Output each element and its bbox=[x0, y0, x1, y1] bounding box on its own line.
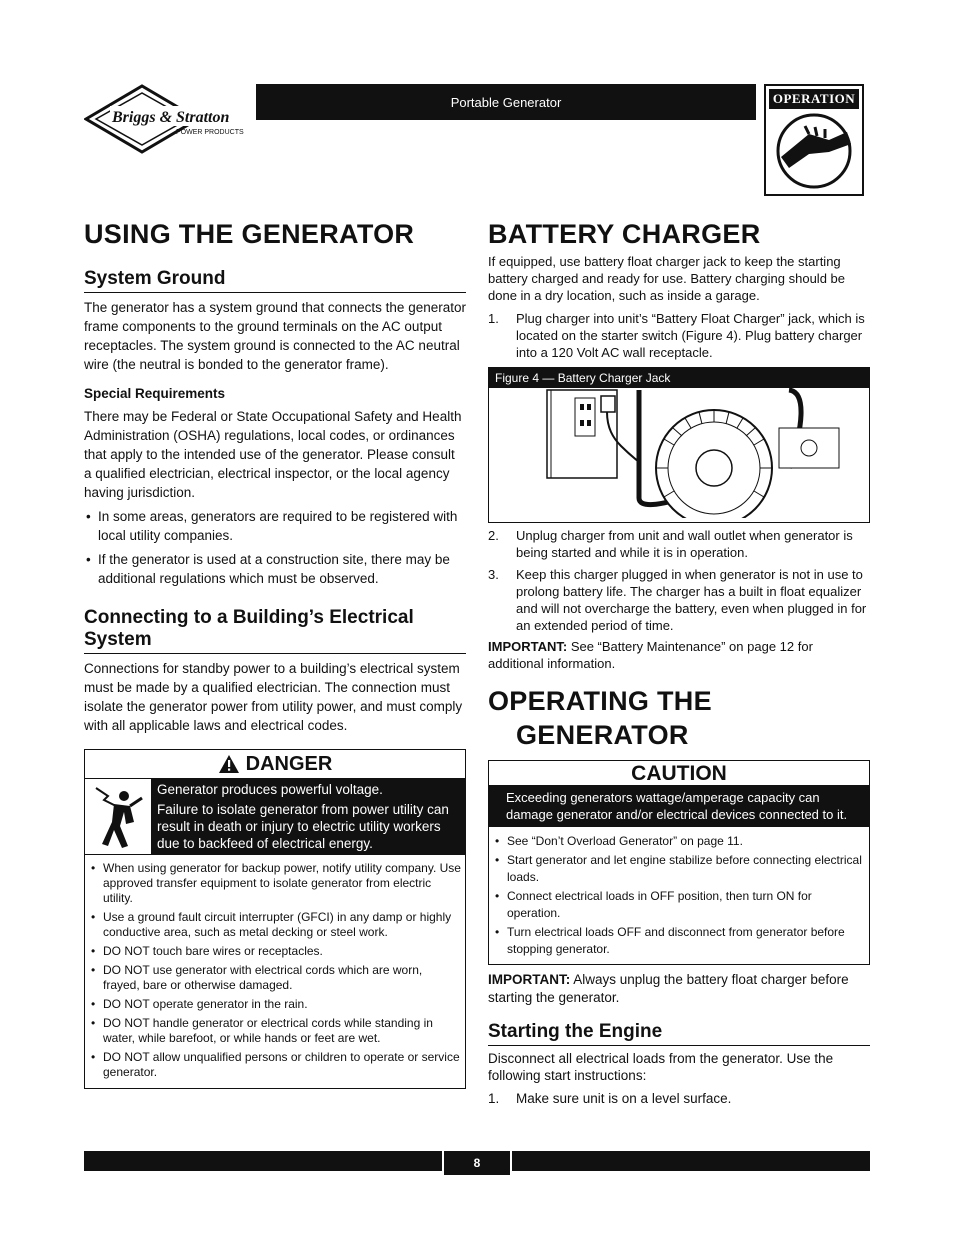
operation-badge-label: OPERATION bbox=[769, 89, 859, 109]
danger-label: DANGER bbox=[245, 752, 333, 775]
operating-important-note bbox=[488, 971, 870, 1007]
operating-generator-title bbox=[488, 684, 870, 752]
step-number: 3. bbox=[488, 567, 499, 582]
list-item: • If the generator is used at a construction site, there may be additional regulations which must be observed. bbox=[84, 550, 466, 588]
step-text: Keep this charger plugged in when generator is not in use to prolong battery life. The charger has a built in float equalizer and will not overcharge the battery, even when plugged in for an extended period of time. bbox=[516, 567, 867, 633]
danger-body bbox=[85, 778, 465, 854]
logo-brand-text: Briggs & Stratton bbox=[112, 109, 230, 126]
list-item bbox=[488, 527, 870, 561]
caution-label: CAUTION bbox=[631, 761, 727, 785]
list-item: • DO NOT use generator with electrical cords which are worn, frayed, bare or otherwise damaged. bbox=[89, 963, 461, 993]
list-item: • DO NOT touch bare wires or receptacles. bbox=[89, 944, 461, 959]
operation-hand-icon bbox=[769, 112, 859, 190]
list-item: • DO NOT allow unqualified persons or children to operate or service generator. bbox=[89, 1050, 461, 1080]
list-item: • In some areas, generators are required to be registered with local utility companies. bbox=[84, 507, 466, 545]
caution-box bbox=[488, 760, 870, 965]
doc-title: Portable Generator bbox=[450, 94, 562, 110]
starting-steps bbox=[488, 1090, 870, 1107]
battery-steps-a bbox=[488, 310, 870, 361]
operation-badge bbox=[764, 84, 864, 196]
danger-line-1: Generator produces powerful voltage. bbox=[157, 782, 383, 797]
special-requirements-heading: Special Requirements bbox=[84, 386, 226, 401]
operating-title-line-1: OPERATING THE bbox=[488, 686, 712, 716]
starting-engine-heading: Starting the Engine bbox=[488, 1021, 870, 1046]
using-generator-title: USING THE GENERATOR bbox=[84, 219, 415, 249]
page-number: 8 bbox=[442, 1151, 512, 1177]
step-text: Unplug charger from unit and wall outlet when generator is being started and while it is in operation. bbox=[516, 528, 853, 560]
figure-4 bbox=[488, 367, 870, 523]
logo-diamond-icon bbox=[84, 84, 254, 154]
list-item: • See “Don’t Overload Generator” on page 11. bbox=[493, 833, 865, 850]
list-item bbox=[488, 1090, 870, 1107]
connecting-body: Connections for standby power to a building’s electrical system must be made by a qualified electrician. The connection must isolate the generator power from utility power, and must comply with all applicable laws and electrical codes. bbox=[84, 661, 463, 733]
connecting-heading: Connecting to a Building’s Electrical System bbox=[84, 607, 466, 654]
danger-list bbox=[85, 854, 465, 1088]
battery-intro: If equipped, use battery float charger jack to keep the starting battery charged and ready for use. Battery charging should be done in a dry location, such as inside a garage. bbox=[488, 254, 845, 303]
step-text: Plug charger into unit’s “Battery Float Charger” jack, which is located on the starter switch (Figure 4). Plug battery charger into a 120 Volt AC wall receptacle. bbox=[516, 311, 865, 360]
important-text: See “Battery Maintenance” on page 12 for additional information. bbox=[488, 639, 813, 671]
step-number: 1. bbox=[488, 1091, 500, 1106]
list-item: • DO NOT operate generator in the rain. bbox=[89, 997, 461, 1012]
battery-charger-title: BATTERY CHARGER bbox=[488, 219, 761, 249]
list-item: • DO NOT handle generator or electrical cords while standing in water, while barefoot, or while hands or feet are wet. bbox=[89, 1016, 461, 1046]
caution-list bbox=[489, 827, 869, 964]
danger-message bbox=[151, 779, 465, 854]
starting-engine-body: Disconnect all electrical loads from the generator. Use the following start instructions: bbox=[488, 1051, 834, 1083]
step-number: 2. bbox=[488, 528, 499, 543]
system-ground-body: The generator has a system ground that connects the generator frame components to the ground terminals on the AC output receptacles. The system ground is connected to the AC neutral wire (the neutral is bonded to the generator frame). bbox=[84, 300, 466, 372]
list-item: • When using generator for backup power, notify utility company. Use approved transfer equipment to isolate generator from electric utility. bbox=[89, 861, 461, 906]
list-item: • Turn electrical loads OFF and disconnect from generator before stopping generator. bbox=[493, 924, 865, 958]
electrocution-icon bbox=[85, 779, 151, 854]
left-column bbox=[84, 218, 466, 1089]
operating-title-line-2: GENERATOR bbox=[516, 720, 689, 750]
list-item: • Connect electrical loads in OFF position, then turn ON for operation. bbox=[493, 888, 865, 922]
requirements-list bbox=[84, 507, 466, 588]
step-number: 1. bbox=[488, 311, 499, 326]
briggs-stratton-logo bbox=[84, 84, 254, 154]
important-label: IMPORTANT: bbox=[488, 972, 571, 987]
caution-message: Exceeding generators wattage/amperage capacity can damage generator and/or electrical devices connected to it. bbox=[489, 785, 869, 827]
figure-caption: Figure 4 — Battery Charger Jack bbox=[489, 368, 869, 388]
battery-charger-jack-illustration bbox=[489, 388, 869, 518]
logo-sub-text: POWER PRODUCTS bbox=[176, 129, 244, 136]
battery-important-note bbox=[488, 638, 870, 672]
right-column bbox=[488, 218, 870, 1107]
list-item bbox=[488, 566, 870, 634]
danger-header bbox=[85, 750, 465, 778]
system-ground-heading: System Ground bbox=[84, 268, 466, 293]
list-item: • Use a ground fault circuit interrupter (GFCI) in any damp or highly conductive area, such as metal decking or steel work. bbox=[89, 910, 461, 940]
battery-steps-b bbox=[488, 527, 870, 634]
step-text: Make sure unit is on a level surface. bbox=[516, 1091, 732, 1106]
warning-triangle-icon bbox=[218, 754, 240, 774]
doc-title-bar bbox=[256, 84, 756, 120]
danger-line-2: Failure to isolate generator from power utility can result in death or injury to electric utility workers due to backfeed of electrical energy. bbox=[157, 802, 449, 851]
important-text: Always unplug the battery float charger before starting the generator. bbox=[488, 972, 849, 1005]
list-item bbox=[488, 310, 870, 361]
danger-box bbox=[84, 749, 466, 1089]
special-requirements-body: There may be Federal or State Occupational Safety and Health Administration (OSHA) regulations, local codes, or ordinances that apply to the intended use of the generator. Please consult a qualified electrician, electrical inspector, or the local agency having jurisdiction. bbox=[84, 409, 462, 500]
important-label: IMPORTANT: bbox=[488, 639, 568, 654]
list-item: • Start generator and let engine stabilize before connecting electrical loads. bbox=[493, 852, 865, 886]
